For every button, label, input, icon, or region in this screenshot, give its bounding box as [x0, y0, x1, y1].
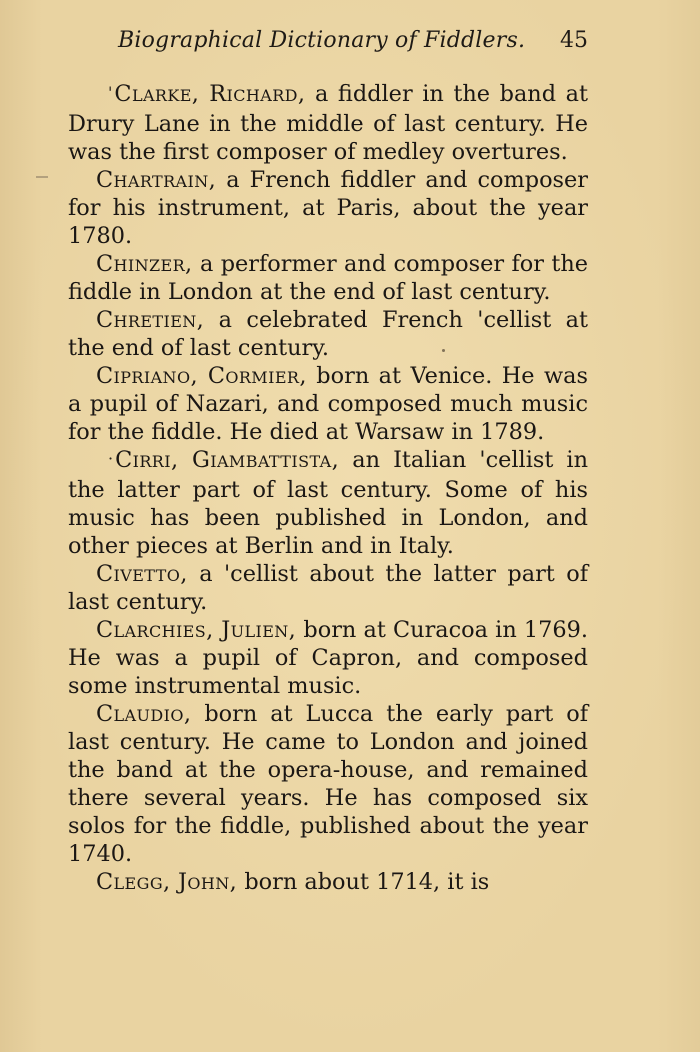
dictionary-entry — [68, 700, 588, 868]
entry-text: a French fiddler and composer for his instrument, at Paris, about the year 1780. — [68, 167, 588, 249]
dictionary-entry — [68, 868, 588, 896]
margin-mark: ' — [108, 83, 113, 102]
entry-headword: Cipriano, Cormier, — [96, 363, 307, 389]
entry-text: a performer and composer for the fiddle in London at the end of last century. — [68, 251, 588, 305]
page-header — [118, 24, 588, 64]
entry-headword: Chretien, — [96, 307, 205, 333]
entry-headword: Clarchies, Julien, — [96, 617, 297, 643]
entry-headword: Chartrain, — [96, 167, 217, 193]
entry-text: an Italian 'cellist in the latter part of last century. Some of his music has been published in London, and other pieces at Berlin and in Italy. — [68, 447, 588, 559]
dictionary-entry — [68, 166, 588, 250]
dictionary-text — [68, 80, 588, 896]
entry-text: born at Venice. He was a pupil of Nazari, and composed much music for the fiddle. He died at Warsaw in 1789. — [68, 363, 588, 445]
dictionary-entry — [68, 560, 588, 616]
entry-text: a 'cellist about the latter part of last century. — [68, 561, 588, 615]
dictionary-entry — [68, 80, 588, 166]
dictionary-entry — [68, 616, 588, 700]
dictionary-entry — [68, 306, 588, 362]
dictionary-entry — [68, 446, 588, 560]
margin-mark: · — [108, 449, 114, 468]
entry-text: a celebrated French 'cellist at the end of last century. — [68, 307, 588, 361]
entry-headword: Clegg, John, — [96, 869, 238, 895]
entry-text: born about 1714, it is — [237, 869, 490, 895]
dictionary-entry — [68, 362, 588, 446]
entry-headword: Cirri, Giambattista, — [115, 447, 340, 473]
entry-headword: Chinzer, — [96, 251, 193, 277]
dictionary-entry — [68, 250, 588, 306]
entry-text: born at Curacoa in 1769. He was a pupil of Capron, and composed some instrumental music. — [68, 617, 589, 699]
entry-text: born at Lucca the early part of last century. He came to London and joined the band at the opera-house, and remained there several years. He has composed six solos for the fiddle, published about the year 1740. — [68, 701, 588, 867]
page-number: 45 — [560, 28, 588, 53]
running-head: Biographical Dictionary of Fiddlers. — [118, 28, 526, 53]
entry-headword: Claudio, — [96, 701, 192, 727]
entry-headword: Clarke, Richard, — [114, 81, 306, 107]
entry-text: a fiddler in the band at Drury Lane in the middle of last century. He was the first composer of medley overtures. — [68, 81, 588, 165]
margin-dash — [36, 176, 48, 178]
entry-headword: Civetto, — [96, 561, 188, 587]
